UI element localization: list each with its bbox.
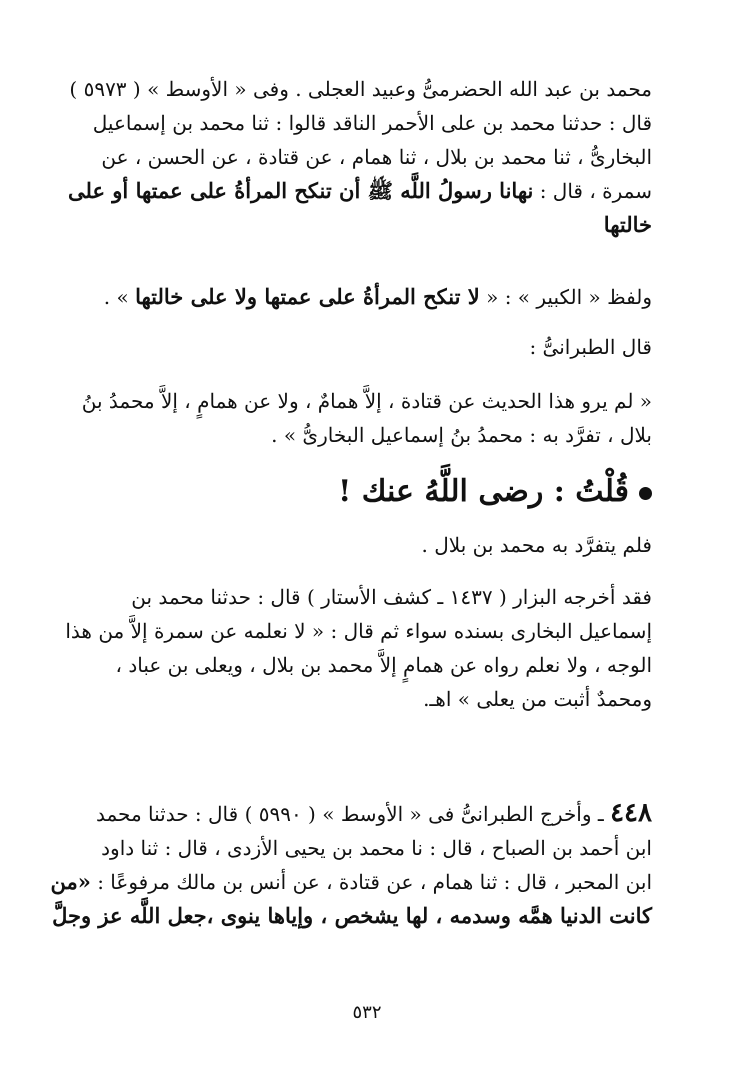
text-line: فقد أخرجه البزار ( ١٤٣٧ ـ كشف الأستار ) قال : حدثنا محمد بن <box>131 585 652 609</box>
text-line: البخارىُّ ، ثنا محمد بن بلال ، ثنا همام ، عن قتادة ، عن الحسن ، عن <box>101 145 652 169</box>
text-line: فلم يتفرَّد به محمد بن بلال . <box>421 533 652 557</box>
text-line <box>67 174 652 208</box>
text-line <box>50 865 652 899</box>
text-line: الوجه ، ولا نعلم رواه عن همامٍ إلاَّ محمد بن بلال ، ويعلى بن عباد ، <box>115 653 652 677</box>
hadith-text-bold: كانت الدنيا همَّه وسدمه ، لها يشخص ، وإياها ينوى ،جعل اللَّه عز وجلَّ <box>52 903 652 928</box>
hadith-number: ٤٤٨ <box>610 798 652 828</box>
hadith-text-bold: لا تنكح المرأةُ على عمتها ولا على خالتها <box>135 284 480 309</box>
hadith-text-bold: «من <box>50 869 91 894</box>
text-line <box>76 796 652 831</box>
text-line: محمد بن عبد الله الحضرمىُّ وعبيد العجلى . وفى « الأوسط » ( ٥٩٧٣ ) <box>69 77 652 101</box>
text-line: قال الطبرانىُّ : <box>529 335 652 359</box>
text-line: قال : حدثنا محمد بن على الأحمر الناقد قالوا : ثنا محمد بن إسماعيل <box>92 111 652 135</box>
text-segment: ولفظ « الكبير » : « <box>486 285 652 309</box>
text-line <box>76 280 652 314</box>
text-line: بلال ، تفرَّد به : محمدُ بنُ إسماعيل البخارىُّ » . <box>271 423 652 447</box>
paragraph-kabir <box>76 280 652 314</box>
paragraph-hadith-1 <box>67 72 652 242</box>
text-segment: سمرة ، قال : <box>539 179 652 203</box>
text-segment: » . <box>103 285 129 309</box>
paragraph-tabarani-label <box>76 330 652 364</box>
section-heading <box>338 470 652 514</box>
heading-text: قُلْتُ : رضى اللَّهُ عنك ! <box>338 474 629 509</box>
hadith-text-bold: نهانا رسولُ اللَّه ﷺ أن تنكح المرأةُ على عمتها أو على <box>67 178 534 203</box>
text-line: ومحمدٌ أثبت من يعلى » اهـ. <box>423 687 652 711</box>
text-segment: ابن المحبر ، قال : ثنا همام ، عن قتادة ، عن أنس بن مالك مرفوعًا : <box>97 870 652 894</box>
page-number: ٥٣٢ <box>352 1002 382 1023</box>
hadith-text-bold: خالتها <box>603 212 652 237</box>
paragraph-hadith-448 <box>50 796 652 933</box>
text-line: « لم يرو هذا الحديث عن قتادة ، إلاَّ همامٌ ، ولا عن همامٍ ، إلاَّ محمدُ بنُ <box>81 389 652 413</box>
paragraph-bazzar <box>65 580 652 716</box>
paragraph-tabarani-quote <box>76 384 652 452</box>
paragraph-note <box>76 528 652 562</box>
text-segment: ـ وأخرج الطبرانىُّ فى « الأوسط » ( ٥٩٩٠ ) قال : حدثنا محمد <box>95 802 604 826</box>
bullet-dot-icon <box>639 487 652 500</box>
text-line: إسماعيل البخارى بسنده سواء ثم قال : « لا نعلمه عن سمرة إلاَّ من هذا <box>65 619 652 643</box>
text-line: ابن أحمد بن الصباح ، قال : نا محمد بن يحيى الأزدى ، قال : ثنا داود <box>101 836 652 860</box>
